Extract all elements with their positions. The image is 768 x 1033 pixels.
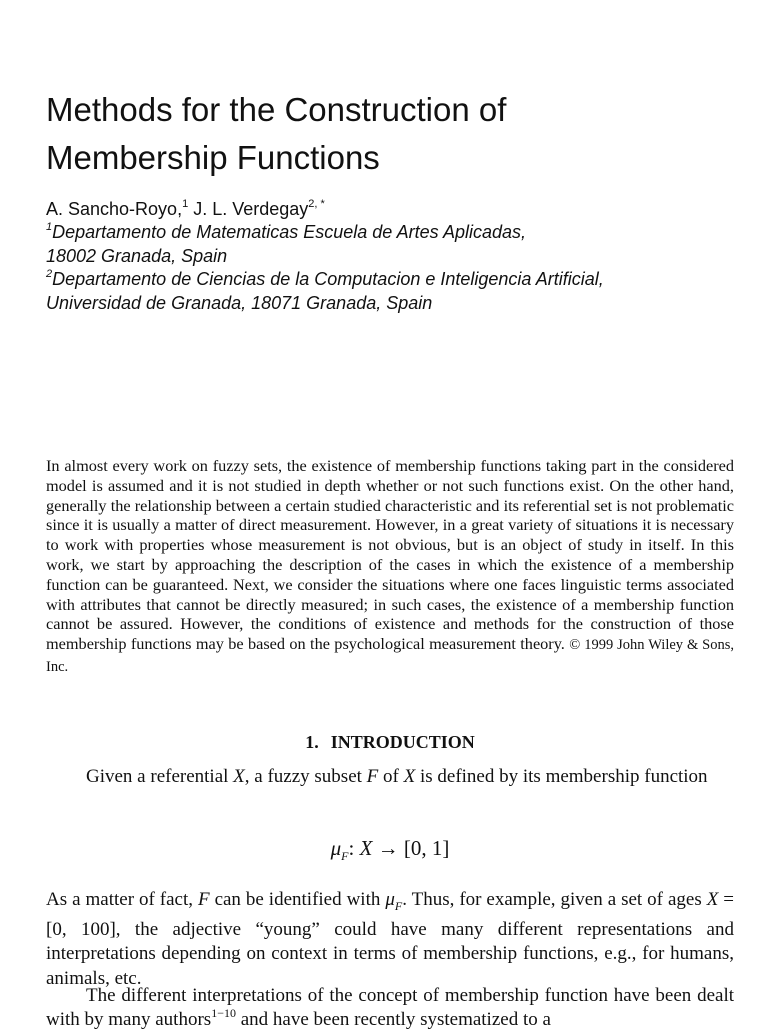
author-2-affiliation-mark: 2, * — [308, 198, 325, 210]
p1-var-x-2: X — [403, 766, 416, 787]
p2-var-x: X — [706, 889, 719, 910]
abstract — [46, 456, 734, 678]
intro-paragraph-3 — [46, 984, 734, 1033]
author-2: J. L. Verdegay — [193, 199, 309, 219]
affiliation-2-mark: 2 — [46, 268, 53, 280]
affiliation-1-mark: 1 — [46, 221, 53, 233]
author-1: A. Sancho-Royo, — [46, 199, 183, 219]
affiliation-2-line-2: Universidad de Granada, 18071 Granada, Spain — [46, 293, 433, 313]
p2-var-f: F — [197, 889, 210, 910]
p1-text-1: Given a referential — [86, 766, 234, 787]
p2-text-3: . Thus, for example, given a set of ages — [402, 889, 707, 910]
section-title: INTRODUCTION — [330, 732, 475, 752]
p3-citation: 1−10 — [211, 1006, 236, 1021]
affiliation-1 — [46, 220, 746, 268]
author-list — [46, 198, 736, 221]
equation-colon: : — [348, 836, 360, 860]
p1-var-x: X — [233, 766, 245, 787]
p2-mu-subscript: F — [394, 898, 403, 913]
section-heading — [46, 730, 734, 754]
abstract-text: In almost every work on fuzzy sets, the existence of membership functions taking part in the considered model is assumed and it is not studied in depth whether or not such functions exist. On the other hand, generally the relationship between a certain studied characteristic and its referential set is not problematic since it is usually a matter of direct measurement. However, in a great variety of situations it is necessary to work with properties whose measurement is not obvious, but is an object of study in itself. In this work, we start by approaching the description of the cases in which the existence of a membership function can be guaranteed. Next, we consider the situations where one faces linguistic terms associated with attributes that cannot be directly measured; in such cases, the existence of a membership function cannot be assured. However, the conditions of existence and methods for the construction of those membership functions may be based on the psychological measurement theory. — [46, 456, 734, 654]
membership-equation — [46, 834, 734, 870]
equation-subscript: F — [341, 849, 349, 864]
paper-title — [46, 86, 736, 182]
p1-text-2: , a fuzzy subset — [244, 766, 367, 787]
copyright-notice: © 1999 John Wiley & Sons, Inc. — [46, 637, 734, 675]
equation-var: X — [359, 836, 373, 860]
section-number: 1. — [305, 732, 319, 752]
p2-mu: μ — [385, 889, 395, 910]
p2-text-1: As a matter of fact, — [46, 889, 198, 910]
intro-paragraph-2 — [46, 888, 734, 991]
equation-codomain: → [0, 1] — [372, 836, 450, 860]
title-line-1: Methods for the Construction of — [46, 91, 507, 128]
affiliation-1-line-2: 18002 Granada, Spain — [46, 246, 228, 266]
p2-text-2: can be identified with — [209, 889, 386, 910]
affiliation-2 — [46, 267, 746, 315]
p1-text-4: is defined by its membership function — [415, 766, 708, 787]
p1-text-3: of — [378, 766, 404, 787]
title-line-2: Membership Functions — [46, 139, 380, 176]
p3-text-2: and have been recently systematized to a — [235, 1009, 551, 1031]
equation-mu: μ — [330, 836, 342, 860]
author-1-affiliation-mark: 1 — [182, 198, 189, 210]
intro-paragraph-1 — [46, 765, 734, 789]
p3-text-1: The different interpretations of the concept of membership function have been dealt with by many authors — [46, 985, 734, 1031]
p2-text-4: = [0, 100], the adjective “young” could have many different representations and interpretations depending on context in terms of membership functions, e.g., for humans, animals, etc. — [46, 889, 734, 989]
affiliation-2-line-1: Departamento de Ciencias de la Computacion e Inteligencia Artificial, — [52, 269, 604, 289]
affiliation-1-line-1: Departamento de Matematicas Escuela de Artes Aplicadas, — [52, 222, 527, 242]
p1-var-f: F — [366, 766, 379, 787]
